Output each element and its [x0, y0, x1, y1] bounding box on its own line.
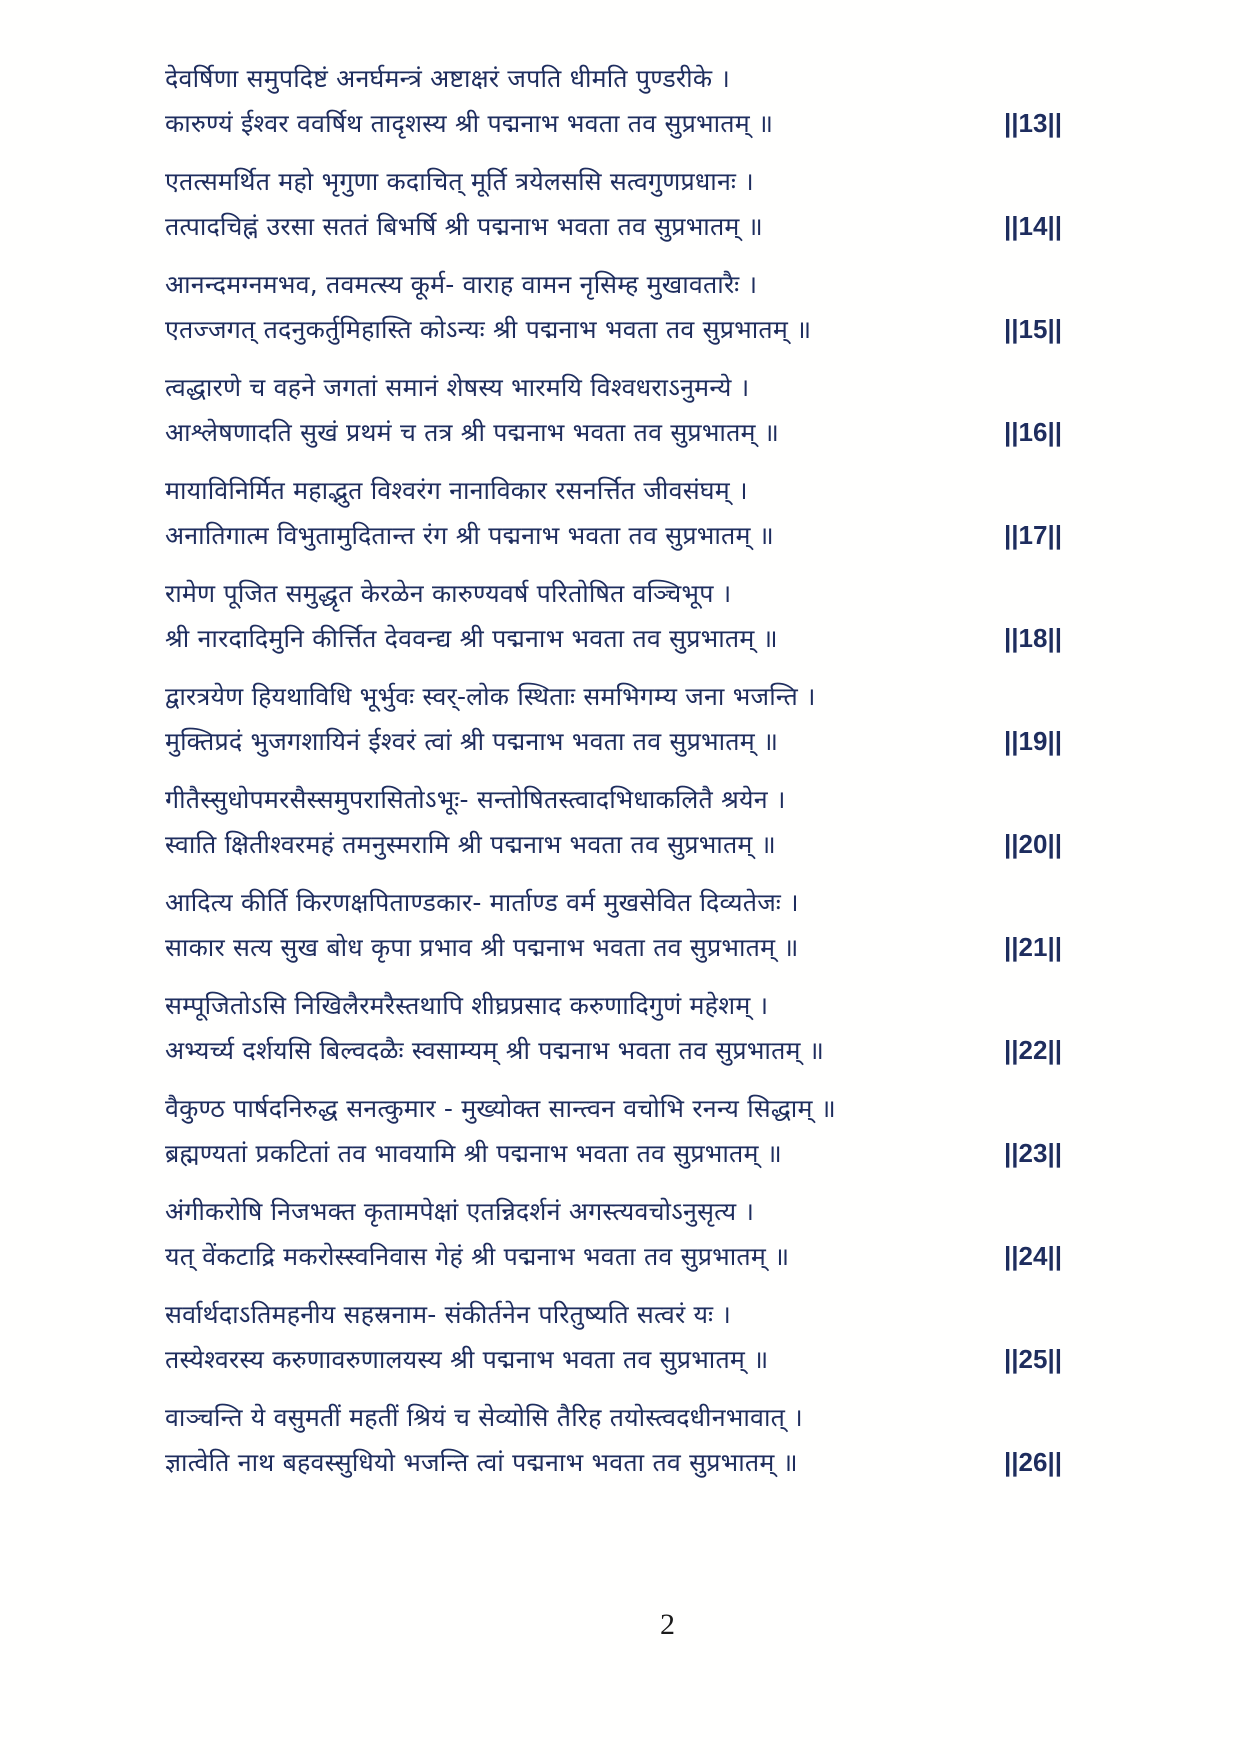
verse-line: श्री नारदादिमुनि कीर्त्तित देववन्द्य श्री पद्मनाभ भवता तव सुप्रभातम् ॥: [165, 624, 778, 653]
verse-18: [165, 571, 1062, 661]
verse-line: आश्लेषणादति सुखं प्रथमं च तत्र श्री पद्मनाभ भवता तव सुप्रभातम् ॥: [165, 418, 780, 447]
verse-line: मायाविनिर्मित महाद्भुत विश्वरंग नानाविकार रसनर्त्तित जीवसंघम् ।: [165, 476, 748, 505]
verse-number: ||22||: [1003, 1035, 1062, 1065]
verse-number: ||20||: [1003, 829, 1062, 859]
verse-22: [165, 983, 1062, 1073]
verse-23: [165, 1086, 1062, 1176]
verse-line: वाञ्चन्ति ये वसुमतीं महतीं श्रियं च सेव्योसि तैरिह तयोस्त्वदधीनभावात् ।: [165, 1403, 803, 1432]
verse-21: [165, 880, 1062, 970]
verse-line: वैकुण्ठ पार्षदनिरुद्ध सनत्कुमार - मुख्योक्त सान्त्वन वचोभि रनन्य सिद्धाम् ॥: [165, 1094, 836, 1123]
verse-15: [165, 262, 1062, 352]
verse-14: [165, 159, 1062, 249]
verse-26-text: [165, 1395, 994, 1485]
verse-line: तस्येश्वरस्य करुणावरुणालयस्य श्री पद्मनाभ भवता तव सुप्रभातम् ॥: [165, 1345, 769, 1374]
page-number: 2: [660, 1608, 675, 1641]
verse-number: ||18||: [1003, 623, 1062, 653]
verse-line: तत्पादचिह्नं उरसा सततं बिभर्षि श्री पद्मनाभ भवता तव सुप्रभातम् ॥: [165, 212, 763, 241]
verse-line: ब्रह्मण्यतां प्रकटितां तव भावयामि श्री पद्मनाभ भवता तव सुप्रभातम् ॥: [165, 1139, 782, 1168]
verse-number: ||24||: [1003, 1241, 1062, 1271]
verse-13: [165, 56, 1062, 146]
verse-line: रामेण पूजित समुद्धृत केरळेन कारुण्यवर्ष परितोषित वञ्चिभूप ।: [165, 579, 732, 608]
verse-number: ||17||: [1003, 520, 1062, 550]
verse-19: [165, 674, 1062, 764]
verse-line: कारुण्यं ईश्वर ववर्षिथ तादृशस्य श्री पद्मनाभ भवता तव सुप्रभातम् ॥: [165, 109, 774, 138]
verse-line: मुक्तिप्रदं भुजगशायिनं ईश्वरं त्वां श्री पद्मनाभ भवता तव सुप्रभातम् ॥: [165, 727, 779, 756]
verse-17-text: [165, 468, 994, 558]
verse-20: [165, 777, 1062, 867]
verse-13-text: [165, 56, 994, 146]
verse-20-text: [165, 777, 994, 867]
verse-line: देवर्षिणा समुपदिष्टं अनर्घमन्त्रं अष्टाक्षरं जपति धीमति पुण्डरीके ।: [165, 64, 731, 93]
verse-16-text: [165, 365, 994, 455]
verse-number: ||21||: [1003, 932, 1062, 962]
verse-line: अंगीकरोषि निजभक्त कृतामपेक्षां एतन्निदर्शनं अगस्त्यवचोऽनुसृत्य ।: [165, 1197, 755, 1226]
verse-line: अनातिगात्म विभुतामुदितान्त रंग श्री पद्मनाभ भवता तव सुप्रभातम् ॥: [165, 521, 774, 550]
verse-25: [165, 1292, 1062, 1382]
verse-line: यत् वेंकटाद्रि मकरोस्स्वनिवास गेहं श्री पद्मनाभ भवता तव सुप्रभातम् ॥: [165, 1242, 790, 1271]
verse-number: ||25||: [1003, 1344, 1062, 1374]
verse-number: ||26||: [1003, 1447, 1062, 1477]
verse-15-text: [165, 262, 994, 352]
verse-14-text: [165, 159, 994, 249]
verse-21-text: [165, 880, 994, 970]
verse-line: द्वारत्रयेण हियथाविधि भूर्भुवः स्वर्-लोक स्थिताः समभिगम्य जना भजन्ति ।: [165, 682, 816, 711]
verse-18-text: [165, 571, 994, 661]
verse-line: आनन्दमग्नमभव, तवमत्स्य कूर्म- वाराह वामन नृसिम्ह मुखावतारैः ।: [165, 270, 758, 299]
verse-19-text: [165, 674, 994, 764]
verse-number: ||14||: [1003, 211, 1062, 241]
verse-26: [165, 1395, 1062, 1485]
verse-line: आदित्य कीर्ति किरणक्षपिताण्डकार- मार्ताण्ड वर्म मुखसेवित दिव्यतेजः ।: [165, 888, 799, 917]
verse-line: एतज्जगत् तदनुकर्तुमिहास्ति कोऽन्यः श्री पद्मनाभ भवता तव सुप्रभातम् ॥: [165, 315, 812, 344]
verse-line: गीतैस्सुधोपमरसैस्समुपरासितोऽभूः- सन्तोषितस्त्वादभिधाकलितै श्रयेन ।: [165, 785, 786, 814]
verse-line: ज्ञात्वेति नाथ बहवस्सुधियो भजन्ति त्वां पद्मनाभ भवता तव सुप्रभातम् ॥: [165, 1448, 798, 1477]
verse-line: त्वद्धारणे च वहने जगतां समानं शेषस्य भारमयि विश्वधराऽनुमन्ये ।: [165, 373, 750, 402]
verse-17: [165, 468, 1062, 558]
verse-number: ||15||: [1003, 314, 1062, 344]
verse-line: स्वाति क्षितीश्वरमहं तमनुस्मरामि श्री पद्मनाभ भवता तव सुप्रभातम् ॥: [165, 830, 776, 859]
verse-number: ||13||: [1003, 108, 1062, 138]
verse-line: सम्पूजितोऽसि निखिलैरमरैस्तथापि शीघ्रप्रसाद करुणादिगुणं महेशम् ।: [165, 991, 769, 1020]
verse-number: ||19||: [1003, 726, 1062, 756]
verse-line: सर्वार्थदाऽतिमहनीय सहस्रनाम- संकीर्तनेन परितुष्यति सत्वरं यः ।: [165, 1300, 732, 1329]
verse-line: साकार सत्य सुख बोध कृपा प्रभाव श्री पद्मनाभ भवता तव सुप्रभातम् ॥: [165, 933, 799, 962]
verse-line: अभ्यर्च्य दर्शयसि बिल्वदळैः स्वसाम्यम् श्री पद्मनाभ भवता तव सुप्रभातम् ॥: [165, 1036, 825, 1065]
verse-line: एतत्समर्थित महो भृगुणा कदाचित् मूर्ति त्रयेलससि सत्वगुणप्रधानः ।: [165, 167, 754, 196]
verse-24-text: [165, 1189, 994, 1279]
verse-25-text: [165, 1292, 994, 1382]
verse-number: ||16||: [1003, 417, 1062, 447]
verse-24: [165, 1189, 1062, 1279]
verse-16: [165, 365, 1062, 455]
verse-22-text: [165, 983, 994, 1073]
verse-number: ||23||: [1003, 1138, 1062, 1168]
verse-23-text: [165, 1086, 994, 1176]
